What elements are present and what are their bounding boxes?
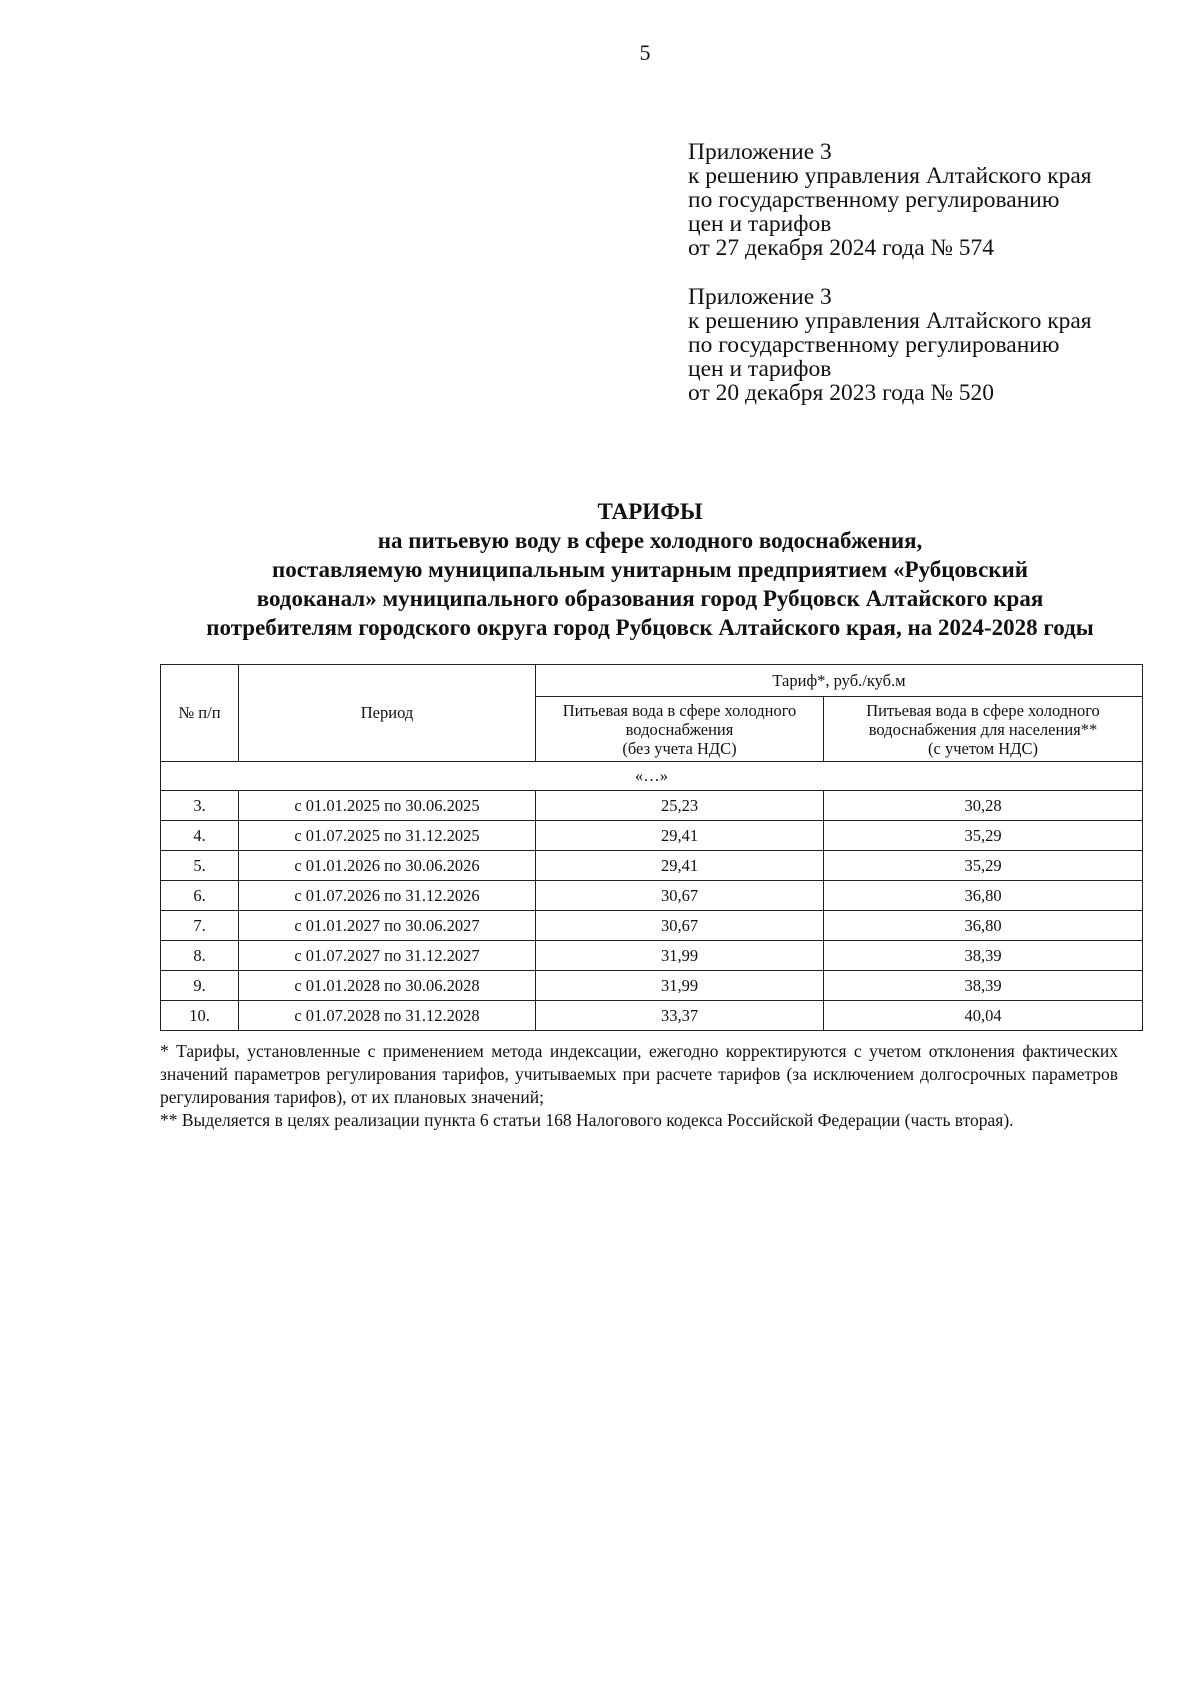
cell-period: с 01.01.2028 по 30.06.2028	[239, 971, 536, 1001]
appendix-line: по государственному регулированию	[688, 187, 1060, 213]
cell-period: с 01.01.2027 по 30.06.2027	[239, 911, 536, 941]
appendix-line: к решению управления Алтайского края	[688, 163, 1092, 189]
tariff-table	[160, 664, 1143, 1031]
column-header-with-vat	[824, 697, 1143, 762]
header-line: водоснабжения	[625, 719, 734, 739]
cell-with-vat: 38,39	[824, 971, 1143, 1001]
header-line: Питьевая вода в сфере холодного	[866, 700, 1100, 720]
document-title	[150, 497, 1150, 642]
cell-with-vat: 38,39	[824, 941, 1143, 971]
cell-without-vat: 30,67	[536, 911, 824, 941]
title-line: водоканал» муниципального образования город Рубцовск Алтайского края	[256, 586, 1044, 611]
appendix-line: от 20 декабря 2023 года № 520	[688, 380, 995, 406]
cell-period: с 01.07.2026 по 31.12.2026	[239, 881, 536, 911]
cell-without-vat: 30,67	[536, 881, 824, 911]
footnotes	[160, 1040, 1118, 1132]
appendix-line: Приложение 3	[688, 284, 832, 310]
cell-number: 10.	[161, 1001, 239, 1031]
cell-without-vat: 29,41	[536, 851, 824, 881]
ellipsis-cell: «…»	[161, 762, 1143, 791]
table-row	[161, 821, 1143, 851]
header-line: Питьевая вода в сфере холодного	[562, 700, 797, 720]
table-row	[161, 971, 1143, 1001]
header-line: водоснабжения для населения**	[868, 719, 1098, 739]
page-number: 5	[639, 40, 651, 65]
table-row	[161, 881, 1143, 911]
footnote-indexation: * Тарифы, установленные с применением метода индексации, ежегодно корректируются с учетом отклонения фактических значений параметров регулирования тарифов, учитываемых при расчете тарифов (за исключением долгосрочных параметров регулирования тарифов), от их плановых значений;	[160, 1041, 1118, 1107]
table-row-ellipsis	[161, 762, 1143, 791]
cell-with-vat: 40,04	[824, 1001, 1143, 1031]
column-header-period: Период	[239, 665, 536, 762]
cell-without-vat: 31,99	[536, 971, 824, 1001]
title-line: поставляемую муниципальным унитарным предприятием «Рубцовский	[271, 557, 1029, 582]
cell-without-vat: 31,99	[536, 941, 824, 971]
column-header-without-vat	[536, 697, 824, 762]
column-header-number: № п/п	[161, 665, 239, 762]
table-row	[161, 851, 1143, 881]
cell-without-vat: 29,41	[536, 821, 824, 851]
cell-with-vat: 35,29	[824, 851, 1143, 881]
appendix-line: от 27 декабря 2024 года № 574	[688, 235, 995, 261]
column-header-tariff: Тариф*, руб./куб.м	[536, 665, 1143, 697]
appendix-current	[688, 140, 1092, 260]
cell-without-vat: 25,23	[536, 791, 824, 821]
appendix-line: цен и тарифов	[688, 356, 832, 382]
title-heading: ТАРИФЫ	[597, 499, 703, 524]
table-row	[161, 941, 1143, 971]
cell-with-vat: 36,80	[824, 881, 1143, 911]
cell-number: 3.	[161, 791, 239, 821]
cell-number: 4.	[161, 821, 239, 851]
cell-period: с 01.07.2028 по 31.12.2028	[239, 1001, 536, 1031]
cell-number: 5.	[161, 851, 239, 881]
cell-number: 8.	[161, 941, 239, 971]
table-row	[161, 911, 1143, 941]
title-line: на питьевую воду в сфере холодного водоснабжения,	[377, 528, 923, 553]
cell-with-vat: 30,28	[824, 791, 1143, 821]
header-line: (с учетом НДС)	[928, 738, 1038, 758]
cell-with-vat: 36,80	[824, 911, 1143, 941]
title-line: потребителям городского округа город Рубцовск Алтайского края, на 2024-2028 годы	[206, 615, 1094, 640]
cell-without-vat: 33,37	[536, 1001, 824, 1031]
appendix-line: цен и тарифов	[688, 211, 832, 237]
cell-number: 6.	[161, 881, 239, 911]
appendix-line: к решению управления Алтайского края	[688, 308, 1092, 334]
cell-with-vat: 35,29	[824, 821, 1143, 851]
cell-period: с 01.07.2025 по 31.12.2025	[239, 821, 536, 851]
cell-period: с 01.01.2025 по 30.06.2025	[239, 791, 536, 821]
cell-number: 9.	[161, 971, 239, 1001]
header-line: (без учета НДС)	[622, 738, 737, 758]
cell-number: 7.	[161, 911, 239, 941]
appendix-previous	[688, 285, 1092, 405]
appendix-line: Приложение 3	[688, 139, 832, 165]
table-row	[161, 1001, 1143, 1031]
appendix-line: по государственному регулированию	[688, 332, 1060, 358]
cell-period: с 01.01.2026 по 30.06.2026	[239, 851, 536, 881]
table-row	[161, 791, 1143, 821]
cell-period: с 01.07.2027 по 31.12.2027	[239, 941, 536, 971]
footnote-vat: ** Выделяется в целях реализации пункта 6 статьи 168 Налогового кодекса Российской Федерации (часть вторая).	[160, 1110, 1014, 1130]
